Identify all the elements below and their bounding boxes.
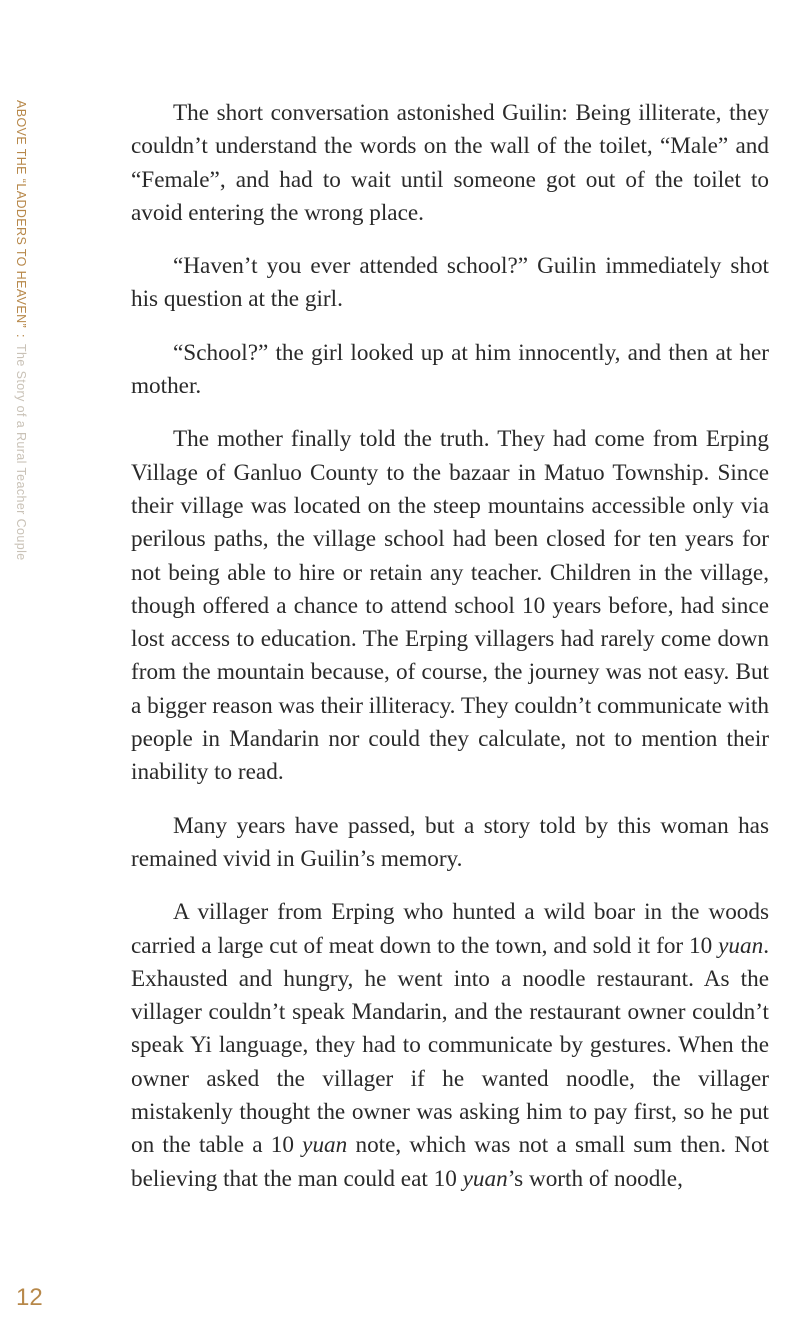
paragraph-text: Many years have passed, but a story told by this woman has remained vivid in Guilin’s memory. [131, 812, 769, 872]
paragraph-text: note, which was not a small sum then. Not believing that the man could eat 10 [131, 1132, 769, 1192]
running-head [14, 100, 28, 561]
paragraph-5 [131, 810, 769, 877]
paragraph-text: “Haven’t you ever attended school?” Guilin immediately shot his question at the girl. [131, 253, 769, 313]
page-number: 12 [16, 1284, 43, 1311]
paragraph-3 [131, 337, 769, 404]
italic-term: yuan [718, 932, 764, 959]
paragraph-text: “School?” the girl looked up at him innocently, and then at her mother. [131, 339, 769, 400]
running-head-separator: : [14, 334, 28, 338]
book-subtitle: The Story of a Rural Teacher Couple [14, 343, 28, 561]
italic-term: yuan [302, 1132, 348, 1159]
paragraph-2 [131, 250, 769, 317]
paragraph-text: The mother finally told the truth. They had come from Erping Village of Ganluo County to the bazaar in Matuo Township. Since their village was located on the steep mountains accessible only via perilous paths, the village school had been closed for ten years for not being able to hire or retain any teacher. Children in the village, though offered a chance to attend school 10 years before, had since lost access to education. The Erping villagers had rarely come down from the mountain because, of course, the journey was not easy. But a bigger reason was their illiteracy. They couldn’t communicate with people in Mandarin nor could they calculate, not to mention their inability to read. [131, 426, 769, 786]
paragraph-text: . Exhausted and hungry, he went into a noodle restaurant. As the villager couldn’t speak Mandarin, and the restaurant owner couldn’t speak Yi language, they had to communicate by gestures. When the owner asked the villager if he wanted noodle, the villager mistakenly thought the owner was asking him to pay first, so he put on the table a 10 [131, 932, 769, 1159]
paragraph-4 [131, 423, 769, 789]
italic-term: yuan [462, 1165, 508, 1192]
paragraph-text: A villager from Erping who hunted a wild boar in the woods carried a large cut of meat down to the town, and sold it for 10 [131, 899, 769, 959]
book-title: ABOVE THE “LADDERS TO HEAVEN” [14, 100, 28, 329]
paragraph-text: The short conversation astonished Guilin: Being illiterate, they couldn’t understand the words on the wall of the toilet, “Male” and “Female”, and had to wait until someone got out of the toilet to avoid entering the wrong place. [131, 100, 769, 226]
paragraph-1 [131, 97, 769, 230]
paragraph-6 [131, 896, 769, 1196]
body-text [131, 97, 769, 1196]
paragraph-text: ’s worth of noodle, [507, 1165, 683, 1192]
